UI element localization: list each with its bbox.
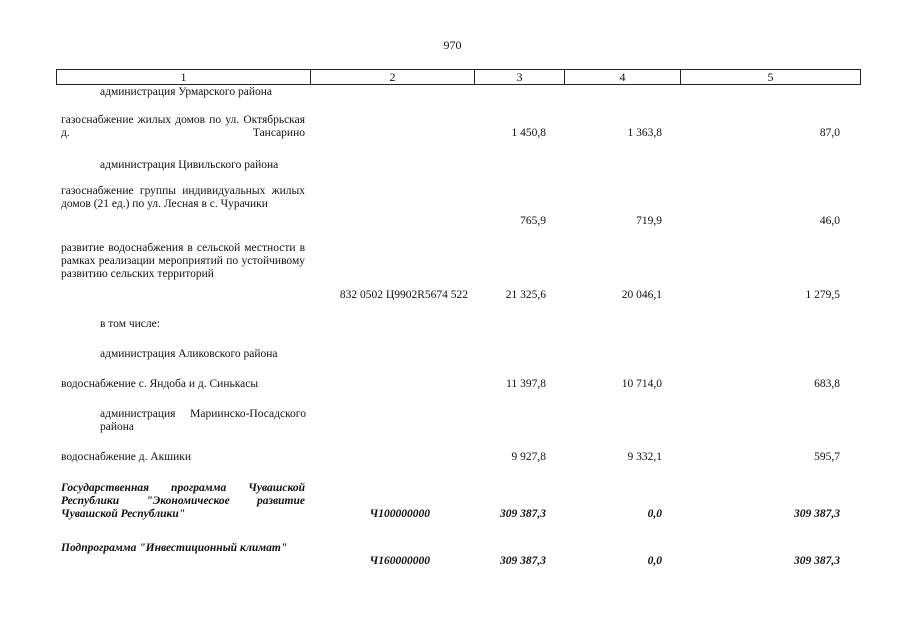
row-col5-value: 683,8 xyxy=(814,378,840,390)
row-col3-value: 309 387,3 xyxy=(500,508,546,520)
column-header-row xyxy=(57,70,861,85)
row-col4-value: 9 332,1 xyxy=(627,451,662,463)
row-name: в том числе: xyxy=(100,318,160,330)
row-name: газоснабжение группы индивидуальных жилых домов (21 ед.) по ул. Лесная в с. Чурачики xyxy=(61,185,305,210)
row-col4-value: 0,0 xyxy=(647,555,662,567)
row-col4-value: 10 714,0 xyxy=(621,378,662,390)
row-col3-value: 309 387,3 xyxy=(500,555,546,567)
row-col3-value: 21 325,6 xyxy=(505,289,546,301)
column-header-3: 3 xyxy=(475,70,565,85)
row-name: газоснабжение жилых домов по ул. Октябрьская д. Тансарино xyxy=(61,114,305,139)
row-col5-value: 1 279,5 xyxy=(805,289,840,301)
column-header-1: 1 xyxy=(57,70,311,85)
row-col5-value: 595,7 xyxy=(814,451,840,463)
row-col5-value: 309 387,3 xyxy=(794,508,840,520)
row-col3-value: 765,9 xyxy=(520,215,546,227)
row-col3-value: 9 927,8 xyxy=(511,451,546,463)
column-header-2: 2 xyxy=(311,70,475,85)
row-col5-value: 46,0 xyxy=(819,215,840,227)
row-col3-value: 1 450,8 xyxy=(511,127,546,139)
column-header-4: 4 xyxy=(565,70,681,85)
page-number: 970 xyxy=(443,38,462,52)
row-name: администрация Аликовского района xyxy=(100,348,278,360)
row-code: Ч160000000 xyxy=(369,555,430,567)
row-col5-value: 87,0 xyxy=(819,127,840,139)
row-name: Государственная программа Чувашской Республики "Экономическое развитие Чувашской Республики" xyxy=(61,482,305,520)
row-name: водоснабжение д. Акшики xyxy=(61,451,192,463)
row-name: администрация Урмарского района xyxy=(100,86,272,98)
row-name: Подпрограмма "Инвестиционный климат" xyxy=(61,542,288,554)
row-code: 832 0502 Ц9902R5674 522 xyxy=(339,289,468,301)
row-col5-value: 309 387,3 xyxy=(794,555,840,567)
column-header-table xyxy=(56,69,861,85)
row-col4-value: 1 363,8 xyxy=(627,127,662,139)
row-col3-value: 11 397,8 xyxy=(506,378,546,390)
row-name: водоснабжение с. Яндоба и д. Синькасы xyxy=(61,378,259,390)
row-name: администрация Цивильского района xyxy=(100,159,279,171)
column-header-5: 5 xyxy=(681,70,861,85)
row-col4-value: 719,9 xyxy=(636,215,662,227)
row-col4-value: 0,0 xyxy=(647,508,662,520)
row-name: развитие водоснабжения в сельской местности в рамках реализации мероприятий по устойчивому развитию сельских территорий xyxy=(61,242,305,280)
row-col4-value: 20 046,1 xyxy=(621,289,662,301)
row-name: администрация Мариинско-Посадского района xyxy=(100,408,306,433)
row-code: Ч100000000 xyxy=(369,508,430,520)
